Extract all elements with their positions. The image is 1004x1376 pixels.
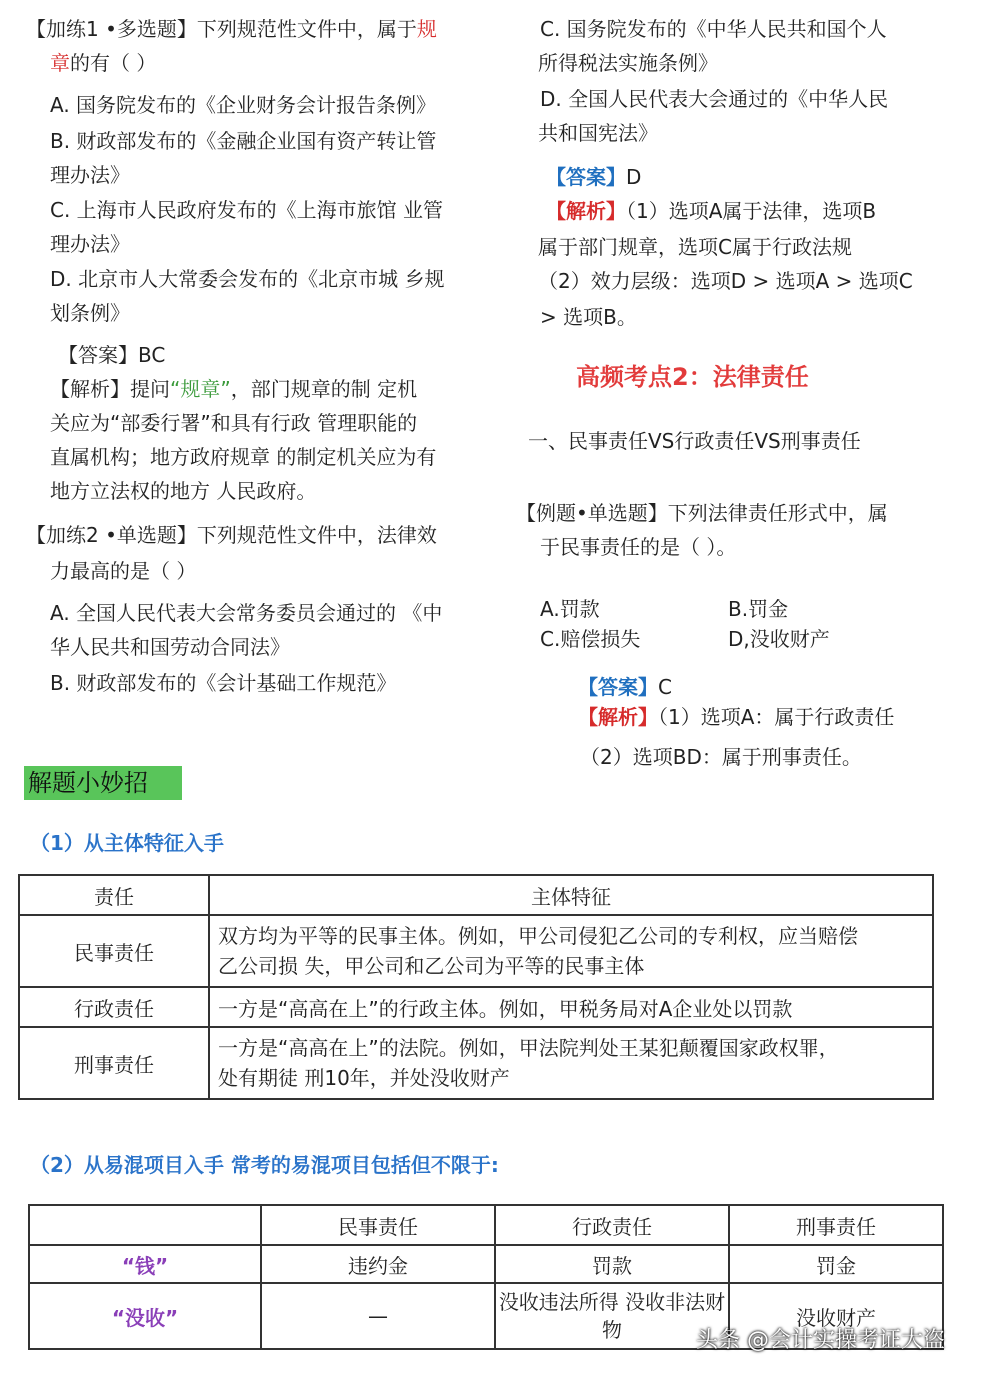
table1-row1-desc-line1: 双方均为平等的民事主体。例如，甲公司侵犯乙公司的专利权，应当赔偿 [218, 924, 858, 948]
table2-row2-civil: — [261, 1283, 495, 1349]
table1-row1-name: 民事责任 [19, 915, 209, 987]
table2-header-empty [29, 1205, 261, 1245]
section2-title: （2）从易混项目入手 常考的易混项目包括但不限于: [30, 1153, 499, 1177]
q1-option-a: A. 国务院发布的《企业财务会计报告条例》 [50, 93, 437, 117]
table2-header-civil: 民事责任 [261, 1205, 495, 1245]
table1-header-responsibility: 责任 [19, 875, 209, 915]
q2-option-a-cont: 华人民共和国劳动合同法》 [50, 635, 290, 659]
q1-line2 [50, 48, 156, 78]
table1-row1-desc-line2: 乙公司损 失，甲公司和乙公司为平等的民事主体 [218, 954, 645, 978]
example-answer [578, 672, 672, 702]
example-analysis-line2: （2）选项BD：属于刑事责任。 [580, 745, 862, 769]
q1-suffix: 的有（ ） [70, 51, 157, 75]
q1-option-c: C. 上海市人民政府发布的《上海市旅馆 业管 [50, 198, 444, 222]
q1-analysis-quote: “规章” [170, 377, 231, 401]
q2-answer-value: D [626, 165, 642, 189]
q2-option-c-cont: 所得税法实施条例》 [538, 51, 718, 75]
q1-option-d-cont: 划条例》 [50, 301, 130, 325]
table1-row3-desc-line1: 一方是“高高在上”的法院。例如，甲法院判处王某犯颠覆国家政权罪， [218, 1036, 839, 1060]
section-heading: 高频考点2：法律责任 [576, 363, 809, 391]
q1-answer: 【答案】BC [58, 343, 166, 367]
table1-row3-desc-line2: 处有期徒 刑10年，并处没收财产 [218, 1066, 510, 1090]
example-option-d: D,没收财产 [728, 627, 830, 651]
example-analysis-line1 [578, 702, 894, 732]
q1-line1 [26, 14, 437, 44]
table-row [19, 915, 933, 987]
example-answer-value: C [658, 675, 672, 699]
q2-analysis-line3: （2）效力层级：选项D > 选项A > 选项C [538, 269, 913, 293]
q2-analysis-line2: 属于部门规章，选项C属于行政法规 [538, 235, 852, 259]
q1-option-b: B. 财政部发布的《金融企业国有资产转让管 [50, 129, 437, 153]
section1-title: （1）从主体特征入手 [30, 831, 224, 855]
q1-highlight1: 规 [416, 17, 437, 41]
q2-answer-tag: 【答案】 [546, 165, 626, 189]
table1-row3-desc [209, 1027, 933, 1099]
table2-row2-administrative: 没收违法所得 没收非法财物 [495, 1283, 729, 1349]
q1-analysis-rest: ，部门规章的制 定机 [230, 377, 418, 401]
example-analysis-tag: 【解析】 [578, 705, 658, 729]
q2-analysis-tag: 【解析】 [546, 199, 626, 223]
q2-line1: 【加练2 •单选题】下列规范性文件中，法律效 [26, 523, 437, 547]
example-option-b: B.罚金 [728, 597, 789, 621]
q2-option-d-cont: 共和国宪法》 [538, 121, 658, 145]
table2-row2-label: “没收” [29, 1283, 261, 1349]
q2-option-b: B. 财政部发布的《会计基础工作规范》 [50, 671, 397, 695]
q2-analysis-line4: > 选项B。 [540, 305, 637, 329]
table2-row1-criminal: 罚金 [729, 1245, 943, 1283]
table1-row3-name: 刑事责任 [19, 1027, 209, 1099]
q1-analysis-line2: 关应为“部委行署”和具有行政 管理职能的 [50, 411, 418, 435]
q1-option-d: D. 北京市人大常委会发布的《北京市城 乡规 [50, 267, 445, 291]
q2-analysis-text1: （1）选项A属于法律，选项B [626, 199, 877, 223]
example-line2: 于民事责任的是（ ）。 [540, 535, 737, 559]
sub-heading: 一、民事责任VS行政责任VS刑事责任 [528, 429, 861, 453]
example-analysis-text1: （1）选项A：属于行政责任 [658, 705, 895, 729]
example-line1: 【例题•单选题】下列法律责任形式中，属 [516, 501, 888, 525]
table2-header-criminal: 刑事责任 [729, 1205, 943, 1245]
table2-row1-label: “钱” [29, 1245, 261, 1283]
table1-header-features: 主体特征 [209, 875, 933, 915]
table1-row2-name: 行政责任 [19, 987, 209, 1027]
q1-analysis-line1 [50, 374, 417, 404]
q2-line2: 力最高的是（ ） [50, 559, 197, 583]
table-row [29, 1245, 943, 1283]
tips-title: 解题小妙招 [24, 766, 182, 800]
table2-row1-civil: 违约金 [261, 1245, 495, 1283]
q2-answer [546, 162, 641, 192]
example-option-a: A.罚款 [540, 597, 600, 621]
table-row [19, 1027, 933, 1099]
q2-analysis-line1 [546, 196, 876, 226]
table2-header-administrative: 行政责任 [495, 1205, 729, 1245]
watermark-text: 头条 @会计实操考证大盗 [696, 1328, 945, 1353]
q1-highlight2: 章 [50, 51, 70, 75]
q1-option-b-cont: 理办法》 [50, 163, 130, 187]
q1-analysis-line4: 地方立法权的地方 人民政府。 [50, 479, 317, 503]
table2-row2-criminal: 没收财产 [729, 1283, 943, 1349]
example-answer-tag: 【答案】 [578, 675, 658, 699]
q1-option-c-cont: 理办法》 [50, 232, 130, 256]
q2-option-d: D. 全国人民代表大会通过的《中华人民 [540, 87, 889, 111]
example-option-c: C.赔偿损失 [540, 627, 641, 651]
q1-analysis-line3: 直属机构；地方政府规章 的制定机关应为有 [50, 445, 437, 469]
table2-row1-administrative: 罚款 [495, 1245, 729, 1283]
q2-option-c: C. 国务院发布的《中华人民共和国个人 [540, 17, 887, 41]
q1-prefix: 【加练1 •多选题】下列规范性文件中，属于 [26, 17, 417, 41]
q1-analysis-tag: 【解析】提问 [50, 377, 170, 401]
q2-option-a: A. 全国人民代表大会常务委员会通过的 《中 [50, 601, 443, 625]
table-row [19, 987, 933, 1027]
table1-row1-desc [209, 915, 933, 987]
table-subject-features [18, 874, 934, 1100]
table1-row2-desc: 一方是“高高在上”的行政主体。例如，甲税务局对A企业处以罚款 [209, 987, 933, 1027]
